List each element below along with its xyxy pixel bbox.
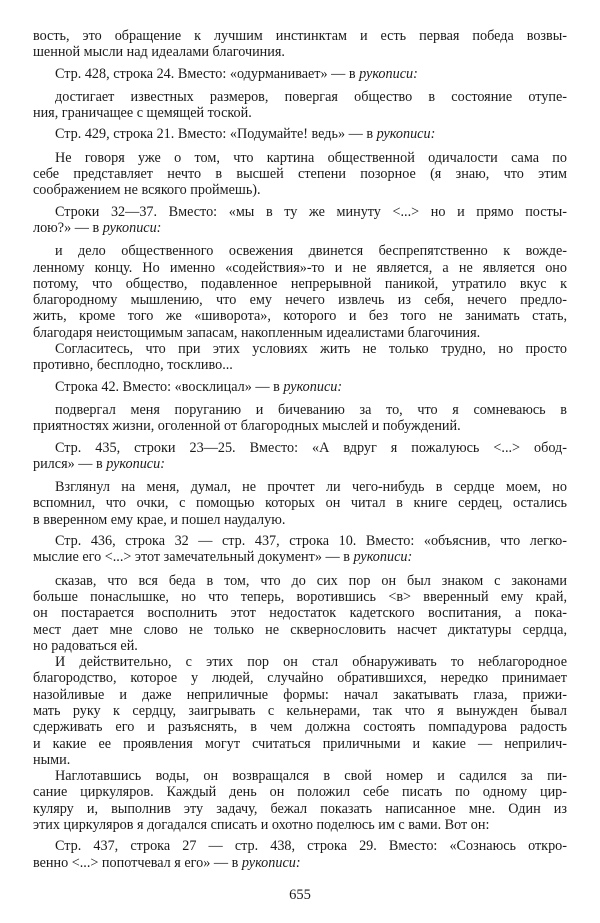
text-line	[33, 220, 567, 236]
manuscript-label: рукописи:	[106, 455, 165, 472]
text-line	[33, 817, 567, 833]
manuscript-label: рукописи:	[102, 219, 162, 236]
line-text: Стр. 436, строка 32 — стр. 437, строка 10. Вместо: «объяснив, что легко-	[55, 533, 567, 550]
line-text: рился» — в	[33, 455, 107, 472]
variant-heading	[33, 533, 567, 566]
text-line	[33, 357, 567, 373]
text-line	[33, 402, 567, 418]
line-text: сание циркуляров. Каждый день он положил себе писать по одному цир-	[33, 784, 567, 801]
line-text: шенной мысли над идеалами благочиния.	[33, 44, 285, 61]
line-text: мать руку к сердцу, заигрывать с кельнерами, так что я вынужден бывал	[33, 702, 567, 719]
text-line	[33, 736, 567, 752]
text-line	[33, 276, 567, 292]
text-line	[33, 341, 567, 357]
text-line	[33, 456, 567, 472]
line-text: Наглотавшись воды, он возвращался в свой номер и садился за пи-	[55, 768, 567, 785]
line-text: Строки 32—37. Вместо: «мы в ту же минуту <...> но и прямо посты-	[55, 203, 567, 220]
manuscript-paragraph	[33, 573, 567, 654]
line-text: больше понаслышке, но что теперь, воротившись <в> вверенный ему край,	[33, 588, 567, 605]
line-text: благородному мышлению, что ему нечего извлечь из себя, нечего предло-	[33, 292, 567, 309]
line-text: мыслие его <...> этот замечательный документ» — в	[33, 549, 354, 566]
line-text: вспомнил, что очки, с помощью которых он читал в книге сердец, остались	[33, 495, 567, 512]
line-text: Стр. 428, строка 24. Вместо: «одурманивает» — в	[55, 65, 360, 82]
text-line	[33, 379, 567, 395]
line-text: он постарается восполнить этот недостаток кадетского воспитания, а пока-	[33, 605, 567, 622]
text-line	[33, 89, 567, 105]
text-line	[33, 605, 567, 621]
manuscript-paragraph	[33, 243, 567, 341]
text-line	[33, 260, 567, 276]
text-line	[33, 204, 567, 220]
line-text: Согласитесь, что при этих условиях жить не только трудно, но просто	[55, 341, 567, 358]
line-text: куляру и, выполнив эту задачу, бежал показать написанное мне. Один из	[33, 800, 567, 817]
line-text: жить, кроме того же «шиворота», которого и без того не занимать стать,	[33, 308, 567, 325]
text-line	[33, 182, 567, 198]
text-line	[33, 573, 567, 589]
line-text: благодаря неистощимым запасам, накопленным идеалистами благочиния.	[33, 324, 481, 341]
line-text: Строка 42. Вместо: «восклицал» — в	[55, 378, 284, 395]
text-line	[33, 105, 567, 121]
text-line	[33, 768, 567, 784]
line-text: подвергал меня поруганию и бичеванию за то, что я сомневаюсь в	[55, 401, 567, 418]
text-line	[33, 855, 567, 871]
variant-heading	[33, 379, 567, 395]
manuscript-label: рукописи:	[359, 65, 418, 82]
text-line	[33, 512, 567, 528]
manuscript-paragraph	[33, 341, 567, 374]
line-text: И действительно, с этих пор он стал обнаруживать то неблагородное	[55, 654, 567, 671]
text-line	[33, 801, 567, 817]
text-line	[33, 325, 567, 341]
line-text: вость, это обращение к лучшим инстинктам и есть первая победа возвы-	[33, 28, 567, 44]
text-line	[33, 589, 567, 605]
line-text: сказав, что вся беда в том, что до сих пор он был знаком с законами	[55, 572, 567, 589]
text-line	[33, 495, 567, 511]
text-line	[33, 719, 567, 735]
text-line	[33, 670, 567, 686]
text-line	[33, 166, 567, 182]
line-text: достигает известных размеров, повергая общество в состояние отупе-	[55, 88, 567, 105]
manuscript-label: рукописи:	[353, 549, 413, 566]
manuscript-label: рукописи:	[376, 126, 436, 143]
variant-heading	[33, 838, 567, 871]
text-line	[33, 638, 567, 654]
line-text: и какие ее проявления могут считаться приличными и какие — неприлич-	[33, 735, 567, 752]
text-line	[33, 308, 567, 324]
variant-heading	[33, 66, 567, 82]
line-text: мест дает мне слово не только не сквернословить насчет диктатуры сердца,	[33, 621, 567, 638]
line-text: себе представляет нечто в высшей степени позорное (я знаю, что этим	[33, 166, 567, 183]
line-text: благородство, которое у людей, случайно обратившихся, нередко принимает	[33, 670, 567, 687]
text-line	[33, 533, 567, 549]
line-text: этих циркуляров я догадался списать и охотно поделюсь им с вами. Вот он:	[33, 817, 490, 834]
text-line	[33, 150, 567, 166]
text-line	[33, 292, 567, 308]
manuscript-paragraph	[33, 150, 567, 199]
text-line	[33, 838, 567, 854]
line-text: противно, бесплодно, тоскливо...	[33, 357, 233, 374]
line-text: приятностях жизни, оголенной от благородных мыслей и побуждений.	[33, 418, 461, 435]
line-text: венно <...> попотчевал я его» — в	[33, 854, 242, 871]
manuscript-label: рукописи:	[283, 378, 343, 395]
line-text: Взглянул на меня, думал, не прочтет ли чего-нибудь в сердце моем, но	[55, 479, 567, 496]
manuscript-paragraph	[33, 479, 567, 528]
variant-heading	[33, 204, 567, 237]
line-text: Не говоря уже о том, что картина общественной одичалости сама по	[55, 149, 567, 166]
line-text: и дело общественного освежения двинется беспрепятственно к вожде-	[55, 243, 567, 260]
line-text: назойливые и даже неприличные формы: начал закатывать глаза, прижи-	[33, 686, 567, 703]
variant-heading	[33, 126, 567, 142]
line-text: ния, граничащее с щемящей тоской.	[33, 105, 252, 122]
text-line	[33, 243, 567, 259]
text-line	[33, 654, 567, 670]
manuscript-label: рукописи:	[241, 854, 301, 871]
manuscript-paragraph	[33, 89, 567, 122]
line-text: но радоваться ей.	[33, 637, 138, 654]
text-line	[33, 752, 567, 768]
text-line	[33, 622, 567, 638]
text-line	[33, 703, 567, 719]
line-text: ными.	[33, 751, 71, 768]
text-line	[33, 479, 567, 495]
text-line	[33, 66, 567, 82]
line-text: потому, что общество, подавленное непрерывной паникой, утратило вкус к	[33, 275, 567, 292]
manuscript-paragraph	[33, 402, 567, 435]
variant-heading	[33, 440, 567, 473]
line-text: Стр. 429, строка 21. Вместо: «Подумайте! ведь» — в	[55, 126, 377, 143]
manuscript-paragraph	[33, 28, 567, 61]
text-line	[33, 687, 567, 703]
document-page	[33, 0, 567, 871]
text-line	[33, 44, 567, 60]
line-text: Стр. 437, строка 27 — стр. 438, строка 29. Вместо: «Сознаюсь откро-	[55, 838, 567, 855]
text-line	[33, 440, 567, 456]
manuscript-paragraph	[33, 654, 567, 768]
text-line	[33, 126, 567, 142]
page-number: 655	[289, 886, 311, 903]
manuscript-paragraph	[33, 768, 567, 833]
text-line	[33, 549, 567, 565]
line-text: в вверенном ему крае, и пошел наудалую.	[33, 511, 286, 528]
line-text: соображением не всякого проймешь).	[33, 182, 261, 199]
text-line	[33, 28, 567, 44]
line-text: Стр. 435, строки 23—25. Вместо: «А вдруг я пожалуюсь <...> обод-	[55, 439, 567, 456]
text-line	[33, 784, 567, 800]
line-text: лою?» — в	[33, 219, 103, 236]
line-text: ленному концу. Но именно «содействия»-то и не является, а не является оно	[33, 259, 567, 276]
line-text: сдерживать его и разъяснять, в чем должна состоять помпадурова радость	[33, 719, 567, 736]
text-line	[33, 418, 567, 434]
